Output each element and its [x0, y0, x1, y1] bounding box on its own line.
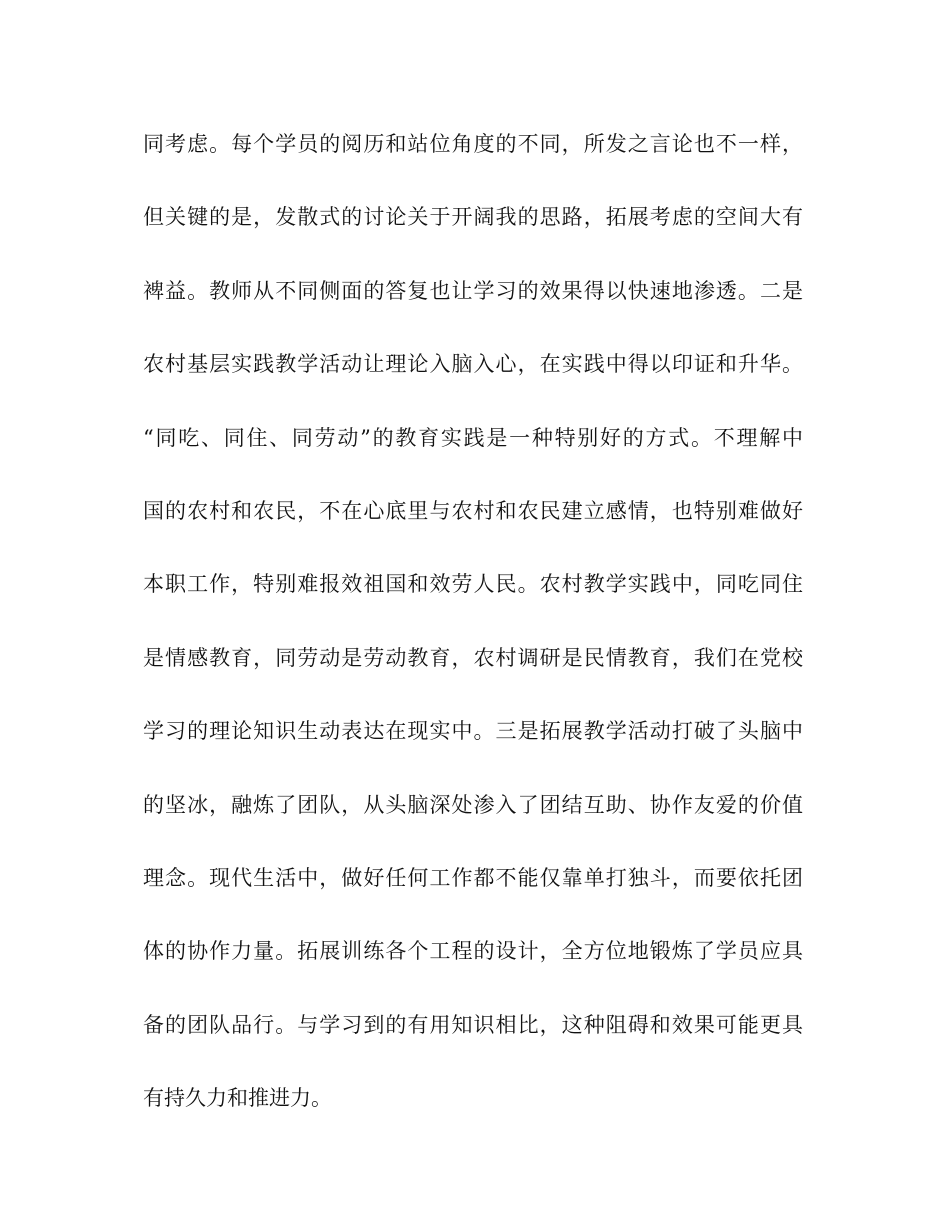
text-line: 是情感教育，同劳动是劳动教育，农村调研是民情教育，我们在党校: [143, 645, 803, 670]
text-line: 农村基层实践教学活动让理论入脑入心，在实践中得以印证和升华。: [143, 352, 803, 377]
body-text: [143, 124, 803, 1151]
text-line: 有持久力和推进力。: [143, 1086, 332, 1111]
text-line: 体的协作力量。拓展训练各个工程的设计，全方位地锻炼了学员应具: [143, 939, 803, 964]
text-line: 同考虑。每个学员的阅历和站位角度的不同，所发之言论也不一样，: [143, 132, 803, 156]
text-line: 国的农村和农民，不在心底里与农村和农民建立感情，也特别难做好: [143, 498, 803, 523]
text-line: 学习的理论知识生动表达在现实中。三是拓展教学活动打破了头脑中: [143, 719, 803, 744]
text-line: “同吃、同住、同劳动”的教育实践是一种特别好的方式。不理解中: [143, 425, 803, 450]
text-line: 本职工作，特别难报效祖国和效劳人民。农村教学实践中，同吃同住: [143, 572, 803, 597]
text-line: 理念。现代生活中，做好任何工作都不能仅靠单打独斗，而要依托团: [143, 865, 803, 890]
text-line: 的坚冰，融炼了团队，从头脑深处渗入了团结互助、协作友爱的价值: [143, 792, 803, 817]
text-line: 裨益。教师从不同侧面的答复也让学习的效果得以快速地渗透。二是: [143, 278, 803, 303]
text-line: 但关键的是，发散式的讨论关于开阔我的思路，拓展考虑的空间大有: [143, 205, 803, 230]
text-line: 备的团队品行。与学习到的有用知识相比，这种阻碍和效果可能更具: [143, 1012, 803, 1037]
